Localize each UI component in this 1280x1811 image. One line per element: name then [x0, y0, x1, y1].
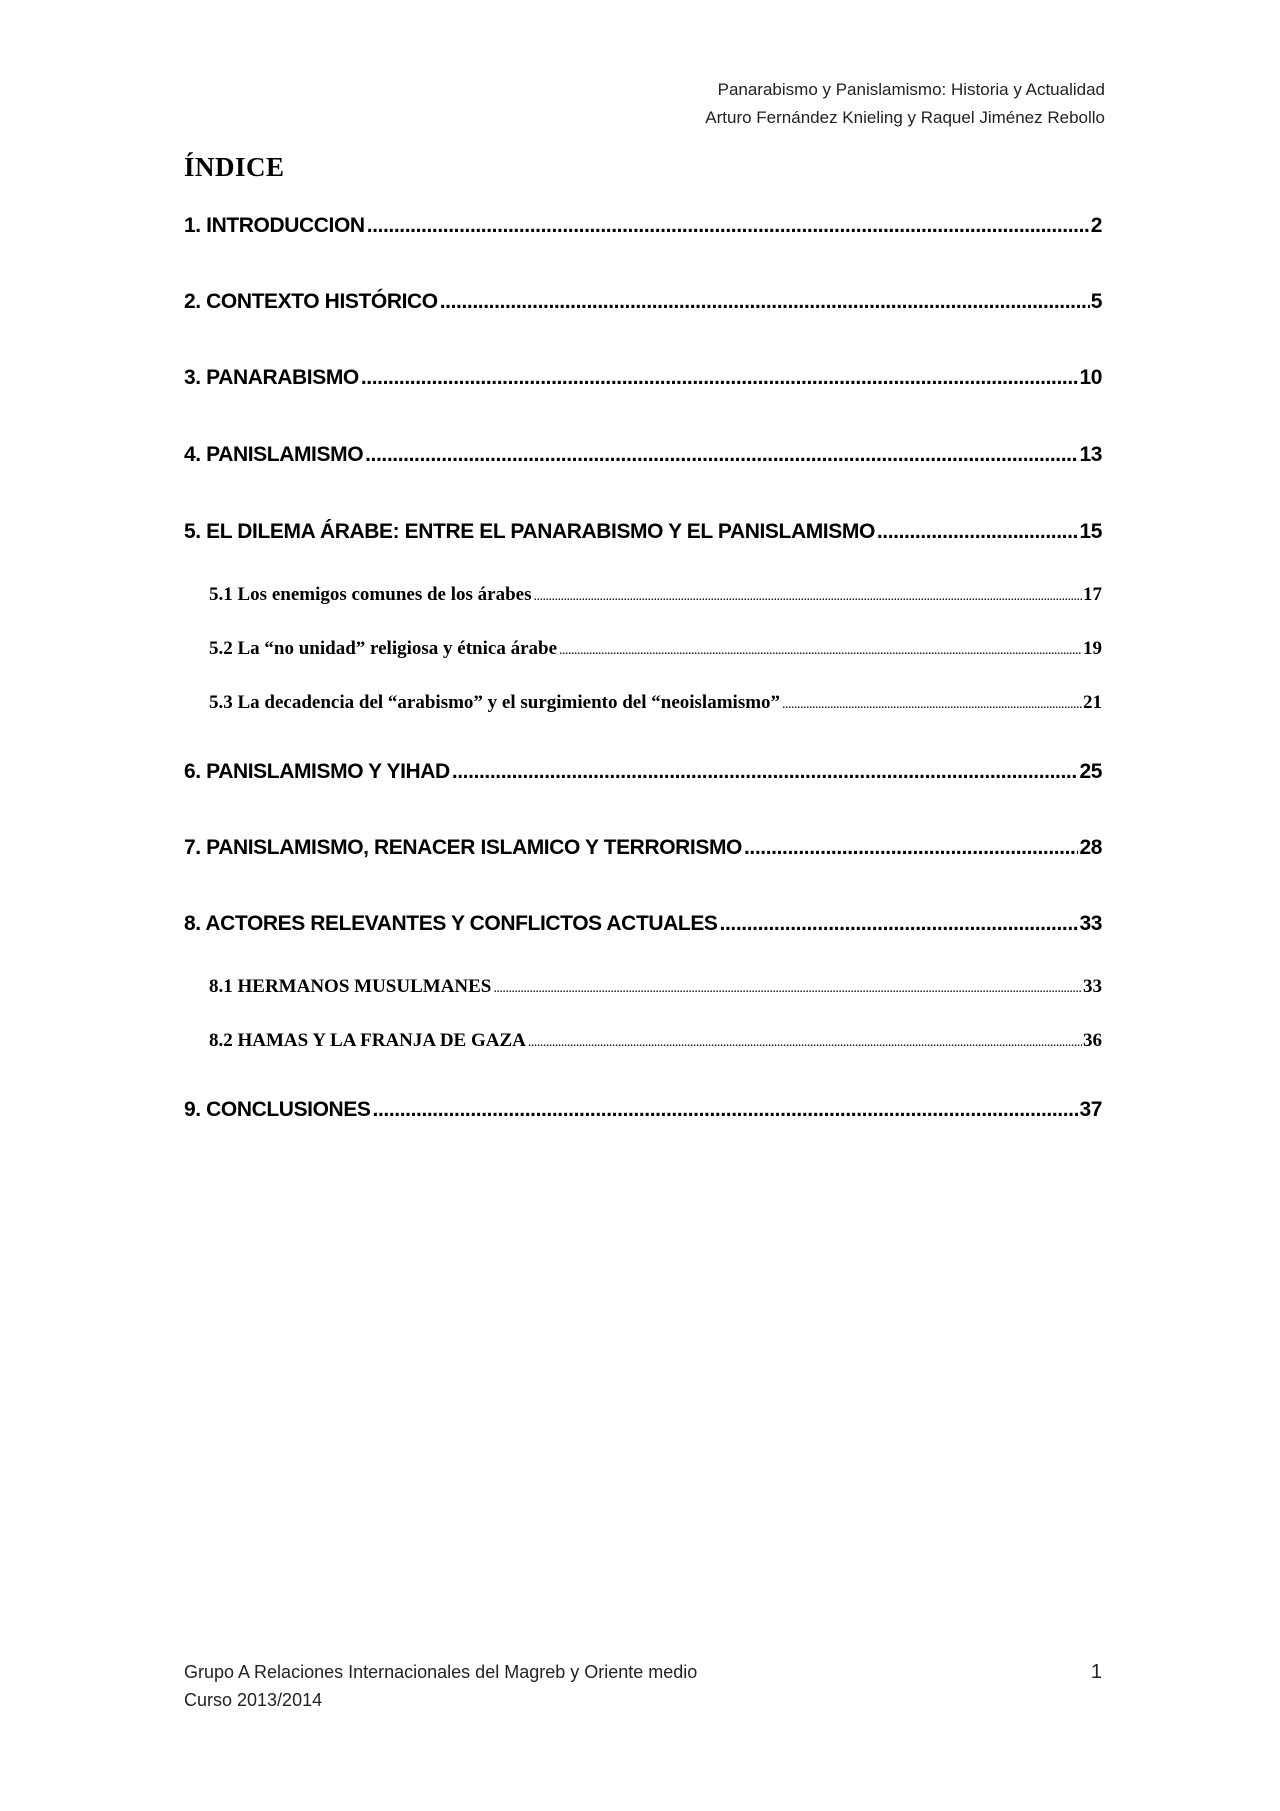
toc-entry-label: 4. PANISLAMISMO [184, 443, 364, 466]
toc-page-number: 15 [1079, 520, 1102, 543]
toc-dot-leader [533, 582, 1082, 610]
toc-entry-label: 5.2 La “no unidad” religiosa y étnica árabe [209, 638, 558, 659]
header-title: Panarabismo y Panislamismo: Historia y Actualidad [717, 80, 1105, 99]
toc-entry-label: 7. PANISLAMISMO, RENACER ISLAMICO Y TERRORISMO [184, 836, 742, 859]
toc-entry-label: 5.1 Los enemigos comunes de los árabes [209, 584, 532, 605]
toc-page-number: 17 [1083, 584, 1102, 605]
toc-entry-hamas-gaza[interactable] [209, 1026, 1102, 1056]
toc-entry-panarabismo[interactable] [184, 361, 1102, 395]
toc-dot-leader [373, 1093, 1079, 1127]
toc-entry-panislamismo[interactable] [184, 438, 1102, 472]
page-footer [184, 1658, 697, 1714]
toc-entry-label: 8.2 HAMAS Y LA FRANJA DE GAZA [209, 1030, 526, 1051]
toc-dot-leader [365, 438, 1078, 472]
toc-entry-renacer-islamico[interactable] [184, 831, 1102, 865]
toc-entry-contexto-historico[interactable] [184, 285, 1102, 319]
toc-entry-decadencia-arabismo[interactable] [209, 688, 1102, 718]
toc-entry-panislamismo-yihad[interactable] [184, 755, 1102, 789]
toc-entry-label: 8. ACTORES RELEVANTES Y CONFLICTOS ACTUALES [184, 912, 718, 935]
toc-page-number: 13 [1079, 443, 1102, 466]
toc-page-number: 2 [1090, 214, 1102, 237]
header-authors: Arturo Fernández Knieling y Raquel Jiménez Rebollo [705, 108, 1105, 127]
toc-entry-label: 9. CONCLUSIONES [184, 1098, 371, 1121]
toc-dot-leader [559, 636, 1082, 664]
toc-dot-leader [440, 285, 1090, 319]
toc-dot-leader [367, 209, 1090, 243]
toc-page-number: 21 [1083, 692, 1102, 713]
toc-page-number: 19 [1083, 638, 1102, 659]
index-title: ÍNDICE [184, 152, 285, 182]
toc-page-number: 36 [1083, 1030, 1102, 1051]
toc-dot-leader [452, 755, 1079, 789]
toc-entry-no-unidad[interactable] [209, 634, 1102, 664]
toc-dot-leader [361, 361, 1079, 395]
toc-entry-enemigos-comunes[interactable] [209, 580, 1102, 610]
toc-dot-leader [877, 515, 1079, 549]
toc-dot-leader [528, 1028, 1082, 1056]
toc-entry-introduccion[interactable] [184, 209, 1102, 243]
toc-page-number: 33 [1079, 912, 1102, 935]
toc-entry-label: 6. PANISLAMISMO Y YIHAD [184, 760, 450, 783]
footer-course-group: Grupo A Relaciones Internacionales del Magreb y Oriente medio [184, 1662, 698, 1682]
toc-dot-leader [744, 831, 1078, 865]
toc-page-number: 33 [1083, 976, 1102, 997]
footer-academic-year: Curso 2013/2014 [184, 1690, 323, 1710]
toc-page-number: 10 [1079, 366, 1102, 389]
toc-page-number: 28 [1079, 836, 1102, 859]
toc-entry-label: 8.1 HERMANOS MUSULMANES [209, 976, 492, 997]
toc-dot-leader [782, 690, 1082, 718]
toc-page-number: 5 [1090, 290, 1102, 313]
toc-entry-label: 1. INTRODUCCION [184, 214, 365, 237]
toc-page-number: 37 [1079, 1098, 1102, 1121]
toc-entry-conclusiones[interactable] [184, 1093, 1102, 1127]
toc-entry-actores-relevantes[interactable] [184, 907, 1102, 941]
toc-entry-hermanos-musulmanes[interactable] [209, 972, 1102, 1002]
toc-page-number: 25 [1079, 760, 1102, 783]
toc-dot-leader [720, 907, 1079, 941]
page-number: 1 [1090, 1661, 1102, 1683]
toc-entry-label: 3. PANARABISMO [184, 366, 359, 389]
toc-entry-label: 2. CONTEXTO HISTÓRICO [184, 290, 438, 313]
toc-dot-leader [493, 974, 1082, 1002]
toc-entry-label: 5.3 La decadencia del “arabismo” y el surgimiento del “neoislamismo” [209, 692, 781, 713]
toc-entry-dilema-arabe[interactable] [184, 515, 1102, 549]
toc-entry-label: 5. EL DILEMA ÁRABE: ENTRE EL PANARABISMO Y EL PANISLAMISMO [184, 520, 875, 543]
